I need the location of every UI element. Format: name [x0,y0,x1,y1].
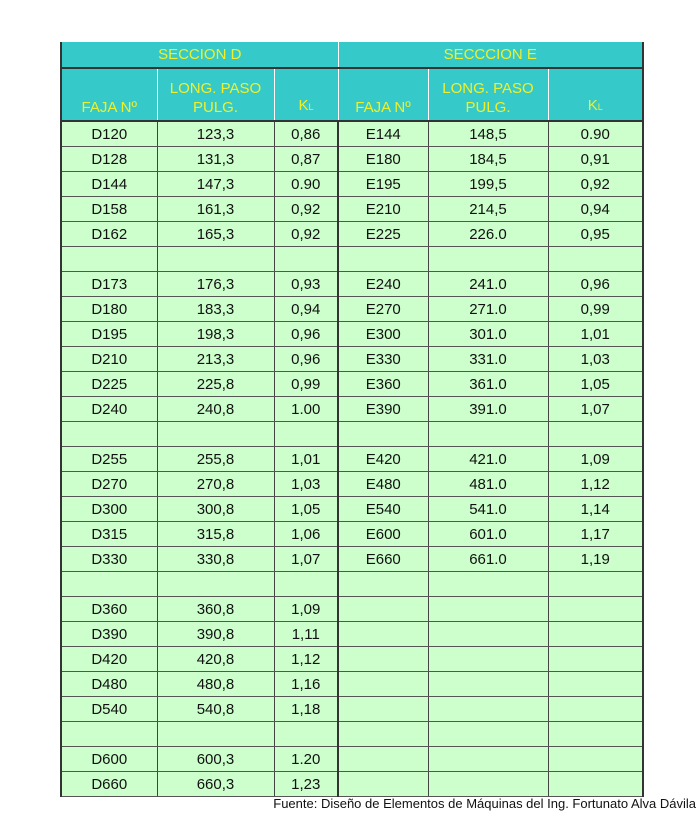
long-d-cell: 165,3 [157,222,274,247]
faja-e-cell [338,722,428,747]
faja-e-cell [338,622,428,647]
long-e-cell [428,247,548,272]
faja-e-cell: E540 [338,497,428,522]
col-long-e [428,68,548,121]
long-d-cell: 315,8 [157,522,274,547]
kl-e-cell: 1,01 [548,322,643,347]
kl-d-cell: 1,03 [274,472,338,497]
faja-e-cell: E420 [338,447,428,472]
long-d-cell: 330,8 [157,547,274,572]
kl-e-cell: 1,19 [548,547,643,572]
faja-d-cell: D173 [61,272,157,297]
long-e-cell [428,672,548,697]
faja-d-cell: D128 [61,147,157,172]
long-d-cell: 660,3 [157,772,274,797]
kl-d-cell: 0,87 [274,147,338,172]
faja-e-cell [338,747,428,772]
long-e-cell: 199,5 [428,172,548,197]
faja-d-cell: D660 [61,772,157,797]
belt-length-table [60,42,644,797]
faja-d-cell: D195 [61,322,157,347]
table-row [61,272,643,297]
long-e-cell: 331.0 [428,347,548,372]
kl-e-cell [548,647,643,672]
kl-e-cell: 1,09 [548,447,643,472]
faja-d-cell: D480 [61,672,157,697]
kl-e-cell: 1,07 [548,397,643,422]
table-row [61,222,643,247]
faja-e-cell: E330 [338,347,428,372]
section-e-title: SECCCION E [338,42,643,68]
long-e-cell [428,572,548,597]
kl-e-cell: 1,17 [548,522,643,547]
table-row [61,447,643,472]
kl-e-cell [548,622,643,647]
table-row [61,247,643,272]
long-d-cell: 480,8 [157,672,274,697]
kl-d-cell: 0,93 [274,272,338,297]
long-e-cell: 361.0 [428,372,548,397]
kl-d-cell: 0,99 [274,372,338,397]
kl-e-cell: 0,96 [548,272,643,297]
long-d-cell [157,722,274,747]
col-faja-e: FAJA Nº [338,68,428,121]
table-row [61,597,643,622]
kl-d-cell [274,722,338,747]
faja-e-cell [338,247,428,272]
long-e-cell: 601.0 [428,522,548,547]
kl-e-cell: 1,03 [548,347,643,372]
faja-d-cell [61,422,157,447]
faja-d-cell [61,722,157,747]
long-e-cell: 226.0 [428,222,548,247]
kl-d-cell: 0,94 [274,297,338,322]
faja-d-cell: D360 [61,597,157,622]
col-kl-e-main: K [587,97,598,114]
faja-e-cell [338,772,428,797]
kl-d-cell: 1,01 [274,447,338,472]
kl-d-cell [274,422,338,447]
table-row [61,772,643,797]
kl-e-cell: 0,92 [548,172,643,197]
long-e-cell: 541.0 [428,497,548,522]
kl-d-cell: 0,96 [274,322,338,347]
kl-d-cell [274,247,338,272]
faja-e-cell [338,697,428,722]
faja-e-cell: E600 [338,522,428,547]
long-e-cell [428,422,548,447]
table-row [61,697,643,722]
faja-d-cell [61,247,157,272]
faja-d-cell: D158 [61,197,157,222]
table-row [61,472,643,497]
long-d-cell [157,572,274,597]
kl-e-cell: 0,95 [548,222,643,247]
kl-d-cell [274,572,338,597]
kl-d-cell: 1,11 [274,622,338,647]
col-long-d-line2: PULG. [192,99,238,116]
col-long-d [157,68,274,121]
col-faja-d: FAJA Nº [61,68,157,121]
faja-d-cell: D270 [61,472,157,497]
long-d-cell: 360,8 [157,597,274,622]
faja-d-cell: D120 [61,121,157,147]
faja-e-cell: E144 [338,121,428,147]
faja-e-cell: E210 [338,197,428,222]
table-row [61,372,643,397]
faja-e-cell: E225 [338,222,428,247]
faja-e-cell [338,672,428,697]
long-d-cell: 123,3 [157,121,274,147]
col-kl-d-sub: L [308,102,314,112]
faja-e-cell: E180 [338,147,428,172]
col-kl-d [274,68,338,121]
long-d-cell: 240,8 [157,397,274,422]
kl-d-cell: 0,92 [274,197,338,222]
table-row [61,497,643,522]
long-e-cell: 271.0 [428,297,548,322]
table-body [61,121,643,797]
kl-e-cell [548,772,643,797]
table-row [61,297,643,322]
kl-d-cell: 0,92 [274,222,338,247]
long-d-cell [157,422,274,447]
faja-d-cell: D315 [61,522,157,547]
kl-d-cell: 1,12 [274,647,338,672]
source-citation: Fuente: Diseño de Elementos de Máquinas del Ing. Fortunato Alva Dávila [273,796,696,811]
faja-e-cell: E195 [338,172,428,197]
faja-d-cell: D210 [61,347,157,372]
table-row [61,197,643,222]
faja-d-cell: D300 [61,497,157,522]
long-d-cell: 176,3 [157,272,274,297]
long-e-cell [428,772,548,797]
kl-e-cell [548,747,643,772]
faja-e-cell: E270 [338,297,428,322]
kl-d-cell: 1.00 [274,397,338,422]
long-d-cell [157,247,274,272]
table-row [61,522,643,547]
faja-e-cell: E390 [338,397,428,422]
long-d-cell: 213,3 [157,347,274,372]
kl-d-cell: 1,23 [274,772,338,797]
col-kl-e [548,68,643,121]
kl-d-cell: 1,06 [274,522,338,547]
faja-d-cell: D600 [61,747,157,772]
section-d-title: SECCION D [61,42,338,68]
long-e-cell [428,597,548,622]
faja-d-cell: D390 [61,622,157,647]
kl-d-cell: 1,07 [274,547,338,572]
kl-e-cell [548,597,643,622]
col-long-e-line1: LONG. PASO [442,80,534,97]
long-d-cell: 390,8 [157,622,274,647]
long-e-cell: 481.0 [428,472,548,497]
long-d-cell: 420,8 [157,647,274,672]
long-e-cell: 241.0 [428,272,548,297]
kl-d-cell: 0,96 [274,347,338,372]
kl-e-cell [548,697,643,722]
col-long-e-line2: PULG. [465,99,511,116]
kl-d-cell: 1,05 [274,497,338,522]
long-d-cell: 540,8 [157,697,274,722]
kl-d-cell: 1.20 [274,747,338,772]
faja-d-cell: D255 [61,447,157,472]
faja-d-cell [61,572,157,597]
kl-e-cell: 0.90 [548,121,643,147]
kl-d-cell: 1,09 [274,597,338,622]
table-row [61,547,643,572]
kl-e-cell: 0,91 [548,147,643,172]
table-row [61,747,643,772]
kl-d-cell: 1,18 [274,697,338,722]
long-d-cell: 147,3 [157,172,274,197]
table-row [61,722,643,747]
long-d-cell: 183,3 [157,297,274,322]
table-row [61,347,643,372]
long-e-cell: 661.0 [428,547,548,572]
long-e-cell: 301.0 [428,322,548,347]
faja-e-cell [338,422,428,447]
kl-e-cell: 1,12 [548,472,643,497]
faja-d-cell: D144 [61,172,157,197]
kl-d-cell: 0.90 [274,172,338,197]
long-e-cell: 184,5 [428,147,548,172]
kl-e-cell [548,672,643,697]
table-row [61,647,643,672]
kl-e-cell: 1,14 [548,497,643,522]
table-row [61,397,643,422]
long-d-cell: 600,3 [157,747,274,772]
table-row [61,422,643,447]
section-header-row [61,42,643,68]
table-row [61,572,643,597]
table-row [61,322,643,347]
faja-e-cell: E240 [338,272,428,297]
long-e-cell: 214,5 [428,197,548,222]
faja-d-cell: D540 [61,697,157,722]
faja-d-cell: D180 [61,297,157,322]
long-e-cell [428,722,548,747]
long-e-cell [428,622,548,647]
long-e-cell: 148,5 [428,121,548,147]
kl-d-cell: 1,16 [274,672,338,697]
long-e-cell: 391.0 [428,397,548,422]
table-row [61,147,643,172]
faja-d-cell: D420 [61,647,157,672]
kl-e-cell [548,422,643,447]
faja-e-cell [338,647,428,672]
kl-e-cell [548,572,643,597]
long-d-cell: 255,8 [157,447,274,472]
faja-e-cell: E660 [338,547,428,572]
col-kl-e-sub: L [597,102,603,112]
long-e-cell [428,747,548,772]
faja-d-cell: D240 [61,397,157,422]
column-header-row [61,68,643,121]
long-d-cell: 270,8 [157,472,274,497]
table-row [61,672,643,697]
table-row [61,622,643,647]
col-long-d-line1: LONG. PASO [169,80,262,97]
faja-e-cell: E300 [338,322,428,347]
kl-e-cell: 0,94 [548,197,643,222]
faja-d-cell: D162 [61,222,157,247]
table-row [61,121,643,147]
faja-e-cell: E360 [338,372,428,397]
faja-e-cell [338,597,428,622]
kl-e-cell [548,247,643,272]
kl-e-cell [548,722,643,747]
long-d-cell: 131,3 [157,147,274,172]
long-e-cell [428,697,548,722]
faja-e-cell [338,572,428,597]
faja-e-cell: E480 [338,472,428,497]
table-row [61,172,643,197]
col-kl-d-main: K [298,97,309,114]
kl-d-cell: 0,86 [274,121,338,147]
kl-e-cell: 1,05 [548,372,643,397]
long-d-cell: 161,3 [157,197,274,222]
long-d-cell: 225,8 [157,372,274,397]
long-d-cell: 300,8 [157,497,274,522]
long-e-cell: 421.0 [428,447,548,472]
faja-d-cell: D330 [61,547,157,572]
long-e-cell [428,647,548,672]
faja-d-cell: D225 [61,372,157,397]
long-d-cell: 198,3 [157,322,274,347]
kl-e-cell: 0,99 [548,297,643,322]
